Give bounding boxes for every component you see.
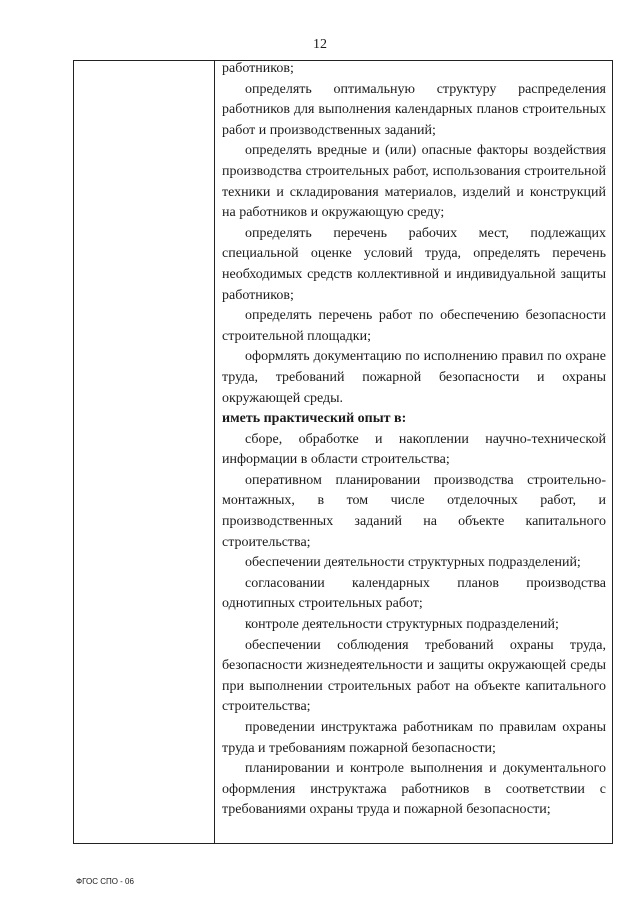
paragraph: обеспечении соблюдения требований охраны труда, безопасности жизнедеятельности и защиты окружающей среды при выполнении строительных работ на объекте капитального строительства; <box>222 637 606 715</box>
paragraph: определять вредные и (или) опасные факторы воздействия производства строительных работ, использования строительной техники и складирования материалов, изделий и конструкций на работников и окружающую среду; <box>222 143 606 221</box>
paragraph: определять перечень рабочих мест, подлежащих специальной оценке условий труда, определять перечень необходимых средств коллективной и индивидуальной защиты работников; <box>222 225 606 303</box>
paragraph: определять оптимальную структуру распределения работников для выполнения календарных планов строительных работ и производственных заданий; <box>222 81 606 138</box>
paragraph: определять перечень работ по обеспечению безопасности строительной площадки; <box>222 308 606 344</box>
paragraph: оперативном планировании производства строительно-монтажных, в том числе отделочных работ, и производственных заданий на объекте капитального строительства; <box>222 472 606 550</box>
table-left-column <box>74 61 215 843</box>
paragraph: планировании и контроле выполнения и документального оформления инструктажа работников в соответствии с требованиями охраны труда и пожарной безопасности; <box>222 761 606 818</box>
table-right-column <box>222 61 606 821</box>
page-number: 12 <box>313 37 327 52</box>
section-heading: иметь практический опыт в: <box>222 411 407 427</box>
paragraph: работников; <box>222 61 294 76</box>
paragraph: сборе, обработке и накоплении научно-технической информации в области строительства; <box>222 431 606 468</box>
paragraph: обеспечении деятельности структурных подразделений; <box>245 555 581 571</box>
paragraph: оформлять документацию по исполнению правил по охране труда, требований пожарной безопасности и охраны окружающей среды. <box>222 349 606 406</box>
content-table <box>73 60 613 844</box>
paragraph: согласовании календарных планов производства однотипных строительных работ; <box>222 575 606 612</box>
paragraph: проведении инструктажа работникам по правилам охраны труда и требованиям пожарной безопасности; <box>222 720 606 756</box>
footer-label: ФГОС СПО - 06 <box>76 877 134 886</box>
paragraph: контроле деятельности структурных подразделений; <box>245 617 559 633</box>
